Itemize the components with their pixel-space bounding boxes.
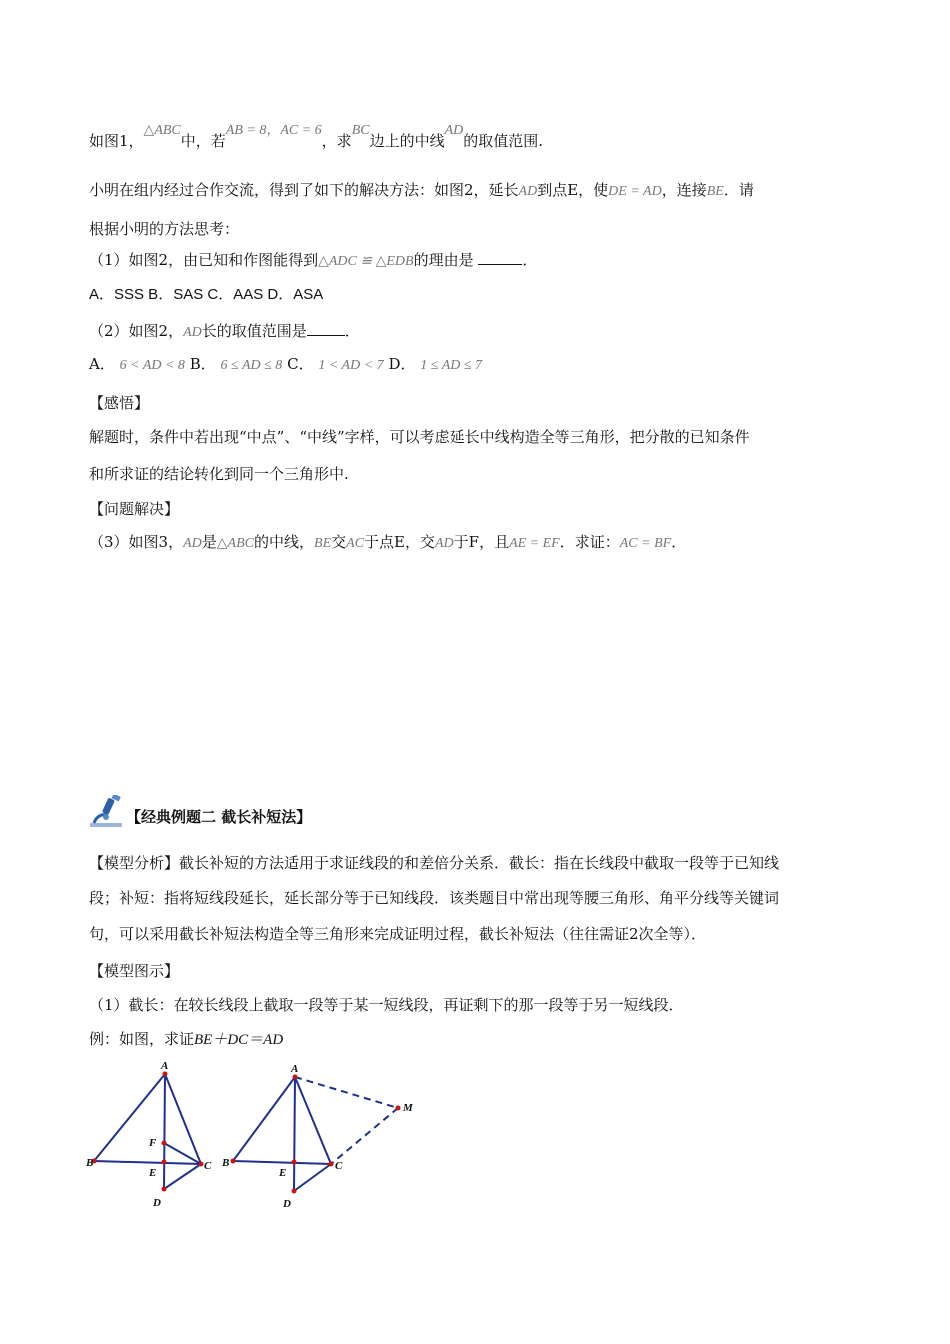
line-mc-dashed	[331, 1108, 398, 1164]
label-d-2: D	[283, 1198, 291, 1210]
math-lengths: AB = 8，AC = 6	[225, 123, 322, 138]
label-a: A	[161, 1060, 169, 1072]
math-bc: BC	[351, 123, 370, 138]
line-ad-2	[294, 1077, 295, 1191]
left-figure	[94, 1074, 201, 1189]
point-m	[396, 1106, 401, 1111]
question-2-options: A． 6 < AD < 8 B． 6 ≤ AD ≤ 8 C． 1 < AD < 7 D． 1 ≤ AD ≤ 7	[89, 355, 483, 373]
line-am-dashed	[295, 1077, 398, 1108]
point-e-2	[292, 1160, 297, 1165]
question-1-options: A．SSS B．SAS C．AAS D．ASA	[89, 286, 324, 303]
model-analysis-line1: 【模型分析】截长补短的方法适用于求证线段的和差倍分关系．截长：指在长线段中截取一段等于已知线	[89, 854, 780, 872]
model-analysis-line3: 句，可以采用截长补短法构造全等三角形来完成证明过程，截长补短法（往往需证2次全等）．	[89, 925, 707, 943]
insight-title: 【感悟】	[89, 394, 150, 412]
label-a-2: A	[291, 1063, 299, 1075]
example-statement: 例：如图，求证BE＋DC＝AD	[89, 1030, 284, 1048]
solution-method-line2: 根据小明的方法思考：	[89, 220, 240, 238]
line-ad	[164, 1074, 165, 1189]
label-c: C	[204, 1160, 212, 1172]
math-ad: AD	[444, 123, 464, 138]
label-e: E	[149, 1167, 157, 1179]
point-e	[162, 1160, 167, 1165]
line-ac-2	[295, 1077, 331, 1164]
problem-intro: 如图1，△ABC中，若AB = 8，AC = 6，求BC边上的中线AD的取值范围.	[89, 123, 544, 150]
line-ac	[165, 1074, 201, 1164]
line-bc	[94, 1161, 201, 1164]
question-3: （3）如图3，AD是△ABC的中线，BE交AC于点E，交AD于F，且AE = EF．求证：AC = BF．	[89, 533, 687, 551]
insight-line1: 解题时，条件中若出现“中点”、“中线”字样，可以考虑延长中线构造全等三角形，把分散的已知条件	[89, 428, 750, 446]
label-e-2: E	[279, 1167, 287, 1179]
answer-blank-1	[478, 250, 522, 265]
line-cd	[164, 1164, 201, 1189]
label-c-2: C	[335, 1160, 343, 1172]
answer-blank-2	[307, 321, 345, 336]
point-a-2	[293, 1075, 298, 1080]
math-triangle-abc: △ABC	[143, 123, 181, 138]
right-figure	[233, 1077, 398, 1191]
example-2-title: 【经典例题二 截长补短法】	[126, 808, 312, 826]
microscope-icon	[88, 795, 124, 829]
label-b: B	[86, 1157, 94, 1169]
line-cd-2	[294, 1164, 331, 1191]
question-1: （1）如图2，由已知和作图能得到△ADC ≌ △EDB的理由是 ．	[89, 251, 538, 269]
label-m: M	[403, 1102, 413, 1114]
model-analysis-line2: 段；补短：指将短线段延长，延长部分等于已知线段．该类题目中常出现等腰三角形、角平分线等关键词	[89, 889, 780, 907]
label-b-2: B	[222, 1157, 230, 1169]
point-c-2	[329, 1162, 334, 1167]
line-fc	[164, 1143, 201, 1164]
label-d: D	[153, 1197, 161, 1209]
label-f: F	[149, 1137, 157, 1149]
point-d-2	[292, 1189, 297, 1194]
geometry-figures	[80, 1060, 430, 1210]
solution-method-line1: 小明在组内经过合作交流，得到了如下的解决方法：如图2，延长AD到点E，使DE = AD，连接BE．请	[89, 181, 754, 199]
model-figure-title: 【模型图示】	[89, 962, 180, 980]
line-bc-2	[233, 1161, 331, 1164]
point-a	[163, 1072, 168, 1077]
problem-solving-title: 【问题解决】	[89, 500, 180, 518]
point-f	[162, 1141, 167, 1146]
cut-long-description: （1）截长：在较长线段上截取一段等于某一短线段，再证剩下的那一段等于另一短线段．	[89, 996, 684, 1014]
point-c	[199, 1162, 204, 1167]
line-ab-2	[233, 1077, 295, 1161]
question-2: （2）如图2，AD长的取值范围是 ．	[89, 322, 360, 340]
point-b-2	[231, 1159, 236, 1164]
insight-line2: 和所求证的结论转化到同一个三角形中.	[89, 465, 349, 483]
point-d	[162, 1187, 167, 1192]
